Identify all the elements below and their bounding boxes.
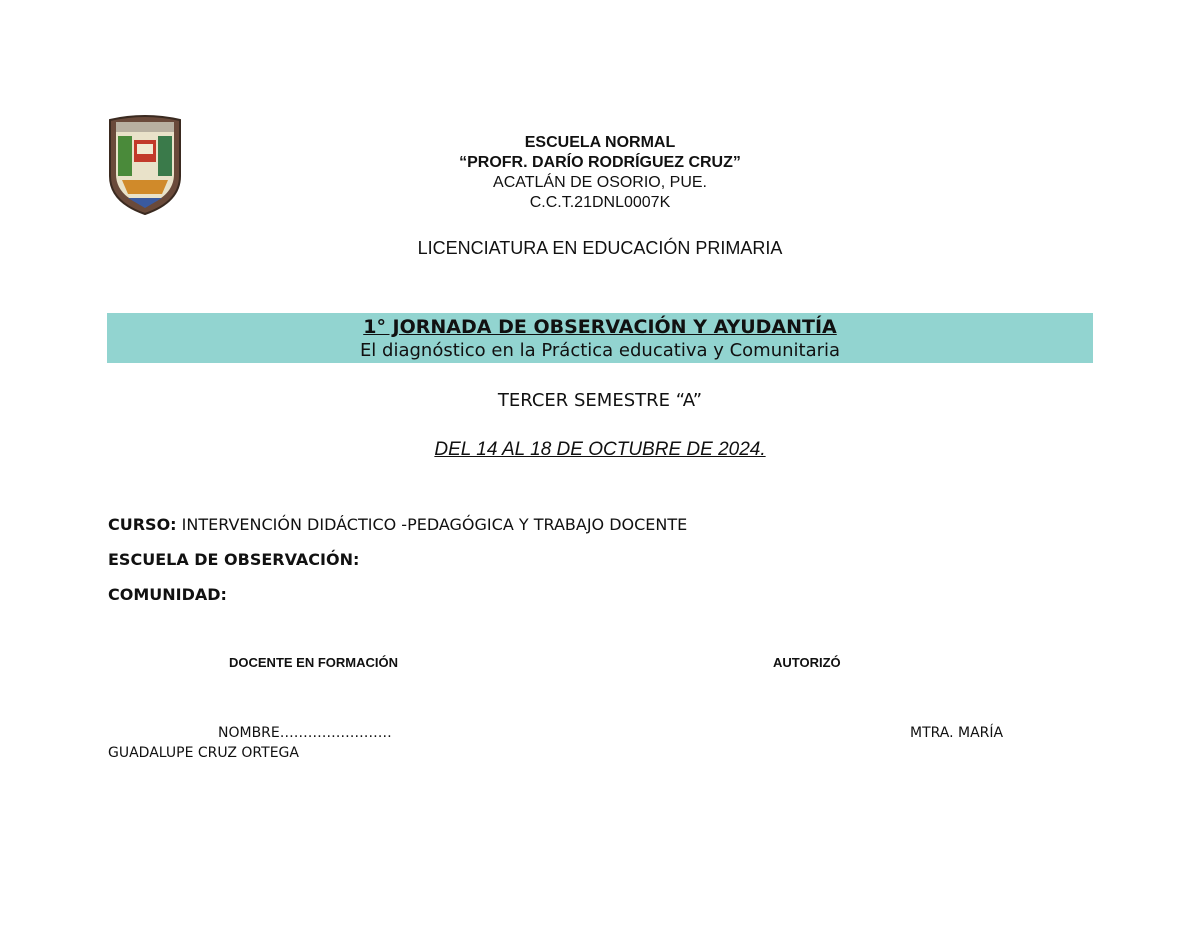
right-signature-heading: AUTORIZÓ bbox=[773, 655, 841, 670]
community-field bbox=[108, 585, 227, 604]
school-name: “PROFR. DARÍO RODRÍGUEZ CRUZ” bbox=[459, 154, 741, 171]
school-crest-icon bbox=[106, 114, 184, 216]
school-type: ESCUELA NORMAL bbox=[524, 134, 676, 151]
banner-subtitle: El diagnóstico en la Práctica educativa y Comunitaria bbox=[359, 340, 841, 361]
teacher-name-line2: GUADALUPE CRUZ ORTEGA bbox=[108, 745, 299, 761]
community-label: COMUNIDAD: bbox=[108, 585, 227, 604]
course-field bbox=[108, 515, 687, 534]
observation-school-label: ESCUELA DE OBSERVACIÓN: bbox=[108, 550, 360, 569]
dates: DEL 14 AL 18 DE OCTUBRE DE 2024. bbox=[434, 439, 766, 460]
teacher-name-line1: MTRA. MARÍA bbox=[910, 725, 1004, 741]
degree-title: LICENCIATURA EN EDUCACIÓN PRIMARIA bbox=[417, 238, 783, 258]
student-name-line: NOMBRE…………………… bbox=[218, 725, 392, 741]
school-cct: C.C.T.21DNL0007K bbox=[529, 194, 671, 211]
left-signature-heading: DOCENTE EN FORMACIÓN bbox=[229, 655, 398, 670]
banner bbox=[107, 313, 1093, 363]
course-value: INTERVENCIÓN DIDÁCTICO -PEDAGÓGICA Y TRABAJO DOCENTE bbox=[176, 515, 688, 534]
banner-title: 1° JORNADA DE OBSERVACIÓN Y AYUDANTÍA bbox=[363, 316, 837, 338]
observation-school-field bbox=[108, 550, 359, 569]
semester: TERCER SEMESTRE “A” bbox=[497, 390, 703, 411]
course-label: CURSO: bbox=[108, 515, 177, 534]
school-location: ACATLÁN DE OSORIO, PUE. bbox=[493, 174, 707, 191]
